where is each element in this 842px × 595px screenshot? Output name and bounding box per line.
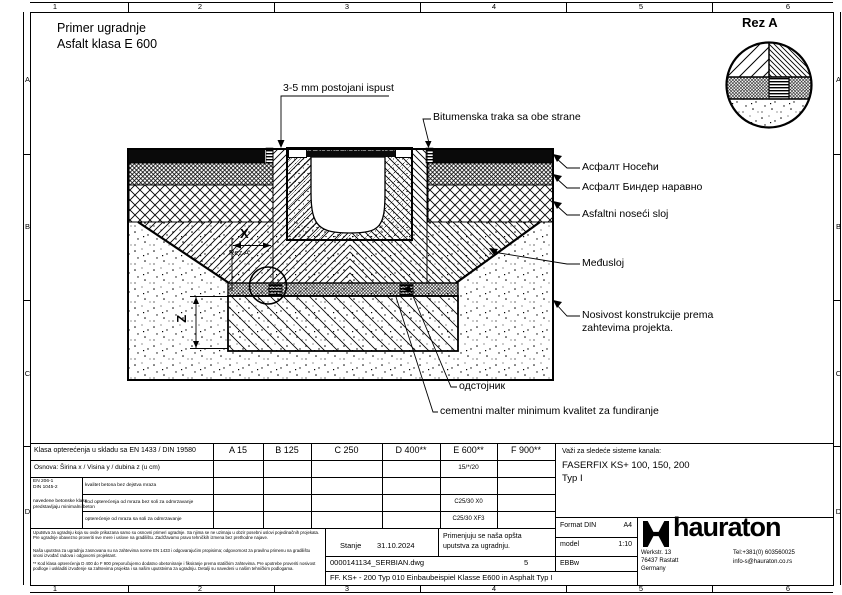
label-asphalt-binder: Асфалт Биндер наравно [582, 181, 703, 193]
grid-col-label: 5 [638, 1, 644, 11]
load-class-b125: B 125 [275, 445, 299, 455]
scale-value: 1:10 [618, 541, 632, 548]
grid-row-label: D [24, 507, 31, 516]
drawing-title: FF. KS+ - 200 Typ 010 Einbaubeispiel Klasse E600 in Asphalt Typ I [330, 573, 553, 582]
table-line [637, 517, 638, 585]
load-class-c250: C 250 [334, 445, 359, 455]
table-line [555, 443, 556, 571]
dim-x-label: X [240, 226, 249, 241]
table-line [82, 494, 555, 495]
disclaimer-paragraph-1: Uputstva za ugradnju koja su ovde prikazana samo su osnovni primeri ugradnje. Sa njima se ne uzimaju u obzir posebni uslovi pojedinačnih projekata. Pre ugradnje obavezno proveriti sve mere i uslove na gradilištu. Zadržavamo pravo tehničkih izmena bez prethodne najave. [33, 530, 320, 541]
grid-col-label: 6 [785, 584, 791, 593]
sheet-number: 5 [524, 558, 529, 567]
systems-line2: Typ I [562, 473, 583, 484]
brand-wordmark: hauraton [673, 512, 781, 542]
norm-note2: predstavljaju minimalni beton [33, 505, 95, 510]
hauraton-logo-icon [643, 521, 669, 547]
table-line [213, 443, 214, 528]
grid-tick [566, 2, 567, 12]
dims-label: Osnova: Širina x / Visina y / dubina z (u cm) [34, 464, 160, 471]
grid-col-label: 3 [344, 1, 350, 11]
load-class-e600: E 600** [453, 445, 484, 455]
grid-tick [566, 585, 567, 592]
norm-din: DIN 1045-2 [33, 485, 58, 490]
table-line [311, 443, 312, 528]
table-line [30, 460, 555, 461]
scale-label: model [560, 541, 580, 548]
concrete-row-label-3: opterećenje od mraza sa soli za odmrzavanje [85, 517, 182, 522]
grid-tick [128, 2, 129, 12]
table-line [325, 528, 326, 585]
disclaimer-paragraph-3: ** Kod klasa opterećenja D 400 do F 900 preporučujemo dodatno obetoniranje i fiksiranje prema statičkim zahtevima. Pre upotrebe proveriti nosivost podloge i uskladiti izvođenje sa zahtevima projekta i sa našim uputstvima za ugradnju. Detalji su navedeni u našim tehničkim podlogama. [33, 561, 316, 572]
table-line [325, 556, 637, 557]
grid-tick [712, 585, 713, 592]
load-class-a15: A 15 [228, 445, 248, 455]
grid-row-label: D [835, 507, 842, 516]
label-protrusion: 3-5 mm postojani ispust [283, 82, 394, 94]
frame-outer-right [840, 12, 841, 585]
label-asphalt-base: Asfaltni noseći sloj [582, 208, 669, 220]
general-note-line1: Primenjuju se naša opšta [443, 533, 522, 540]
stanje-label: Stanje [340, 541, 362, 550]
page-title-line2: Asfalt klasa E 600 [57, 37, 158, 51]
grid-tick [833, 154, 840, 155]
disclaimer-paragraph-2: Naša uputstva za ugradnju zasnovana su na zahtevima norme EN 1433 i odgovarajućim propisima; odgovornost za pravilnu primenu na gradilištu snosi izvođač radova i odgovorni projektant. [33, 548, 311, 559]
grid-tick [23, 154, 30, 155]
grid-col-label: 1 [52, 584, 58, 593]
detail-view-title: Rez A [742, 15, 778, 30]
file-name: 0000141134_SERBIAN.dwg [330, 558, 425, 567]
frame-outer-left [23, 12, 24, 585]
systems-line1: FASERFIX KS+ 100, 150, 200 [562, 460, 690, 471]
grid-row-label: C [24, 369, 31, 378]
grid-tick [420, 585, 421, 592]
label-bitumen-tape: Bitumenska traka sa obe strane [433, 111, 581, 123]
brand-addr3: Germany [641, 566, 666, 572]
drawing-code: EBBw [560, 560, 580, 567]
grid-row-label: A [24, 75, 30, 84]
load-class-header-label: Klasa opterećenja u skladu sa EN 1433 / DIN 19580 [34, 447, 196, 454]
general-note-line2: uputstva za ugradnju. [443, 543, 510, 550]
label-interlayer: Međusloj [582, 257, 625, 269]
dim-z-label: Z [174, 314, 190, 323]
grid-row-label: A [835, 75, 841, 84]
grid-tick [128, 585, 129, 592]
table-line [325, 571, 637, 572]
brand-tel: Tel:+381(0) 603560025 [733, 550, 795, 556]
grid-tick [420, 2, 421, 12]
norm-en: EN 206-1 [33, 479, 54, 484]
grid-tick [274, 2, 275, 12]
grid-tick [23, 446, 30, 447]
concrete-row-label-1: kvalitet betona bez dejstva mraza [85, 483, 157, 488]
grid-col-label: 2 [197, 1, 203, 11]
frame-outer-bottom [30, 592, 833, 593]
grid-col-label: 4 [491, 1, 497, 11]
table-line [497, 443, 498, 528]
grid-row-label: B [835, 222, 841, 231]
concrete-row-label-2: kod opterećenja od mraza bez soli za odmrzavanje [85, 500, 194, 505]
grid-row-label: B [24, 222, 30, 231]
dims-value: 15/*/20 [458, 464, 479, 471]
table-line [555, 537, 637, 538]
label-asphalt-wearing: Асфалт Носећи [582, 161, 659, 173]
format-value: A4 [623, 522, 632, 529]
concrete-x0-value: C25/30 X0 [454, 499, 483, 505]
brand-addr1: Werkstr. 13 [641, 550, 672, 556]
grid-col-label: 3 [344, 584, 350, 593]
label-bearing-line2: zahtevima projekta. [582, 322, 674, 334]
table-line [382, 443, 383, 528]
brand-email: info-s@hauraton.co.rs [733, 559, 793, 565]
stanje-date: 31.10.2024 [377, 541, 415, 550]
rez-a-ref-label: Rez A [229, 248, 250, 257]
grid-row-label: C [835, 369, 842, 378]
grid-col-label: 1 [52, 1, 58, 11]
grid-tick [833, 446, 840, 447]
label-spacer: одстојник [459, 380, 506, 392]
concrete-xf3-value: C25/30 XF3 [452, 516, 485, 522]
load-class-f900: F 900** [510, 445, 542, 455]
grid-col-label: 2 [197, 584, 203, 593]
grid-tick [833, 300, 840, 301]
systems-heading: Važi za sledeće sisteme kanala: [562, 448, 662, 455]
table-line [263, 443, 264, 528]
format-label: Format DIN [560, 522, 597, 529]
label-mortar: cementni malter minimum kvalitet za fundiranje [440, 405, 659, 417]
grid-tick [274, 585, 275, 592]
load-class-d400: D 400** [395, 445, 427, 455]
grid-col-label: 5 [638, 584, 644, 593]
grid-tick [712, 2, 713, 12]
page-title-line1: Primer ugradnje [57, 21, 146, 35]
brand-addr2: 76437 Rastatt [641, 558, 679, 564]
table-line [438, 528, 439, 556]
table-line [30, 443, 833, 444]
table-line [82, 511, 555, 512]
table-line [30, 528, 555, 529]
norm-note1: navedene betonske klase [33, 499, 88, 504]
table-line [30, 477, 555, 478]
label-bearing-line1: Nosivost konstrukcije prema [582, 309, 714, 321]
grid-col-label: 4 [491, 584, 497, 593]
grid-col-label: 6 [785, 1, 791, 11]
grid-tick [23, 300, 30, 301]
